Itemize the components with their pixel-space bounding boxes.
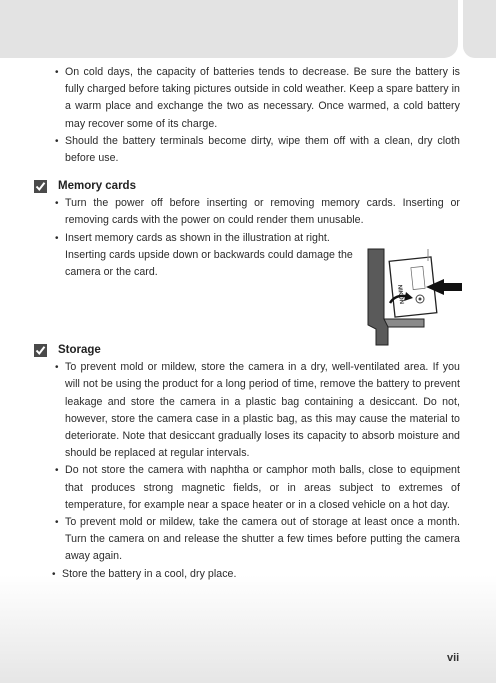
list-item: • To prevent mold or mildew, take the camera out of storage at least once a month. Turn the camera on and release the shutter a few times before putting the camera away again. [65, 514, 460, 566]
header-band [0, 0, 458, 58]
page-content [0, 64, 496, 583]
header-tab [463, 0, 496, 58]
storage-list [0, 359, 496, 583]
checkmark-icon [34, 344, 47, 357]
memory-cards-heading [0, 177, 496, 195]
list-item: • Turn the power off before inserting or removing memory cards. Inserting or removing cards with the power on could render them unusable. [65, 195, 460, 229]
list-item: • Store the battery in a cool, dry place. [62, 566, 457, 583]
page-number: vii [447, 652, 460, 664]
list-item: • To prevent mold or mildew, store the camera in a dry, well-ventilated area. If you will not be using the product for a long period of time, remove the battery to prevent leakage and store the camera in a plastic bag containing a desiccant. Do not, however, store the camera case in a plastic bag, as this may cause the material to deteriorate. Note that desiccant gradually loses its capacity to absorb moisture and should be replaced at regular intervals. [65, 359, 460, 462]
section-title: Memory cards [58, 180, 136, 193]
card-label: NIKON [396, 284, 405, 305]
list-item: • On cold days, the capacity of batteries tends to decrease. Be sure the battery is fully charged before taking pictures outside in cold weather. Keep a spare battery in a warm place and exchange the two as necessary. Once warmed, a cold battery may recover some of its charge. [65, 64, 460, 133]
list-item: • Insert memory cards as shown in the illustration at right. Inserting cards upside down or backwards could damage the camera or the card. [65, 230, 365, 282]
list-item: • Do not store the camera with naphtha or camphor moth balls, close to equipment that produces strong magnetic fields, or in areas subject to extremes of temperature, for example near a space heater or in a closed vehicle on a hot day. [65, 462, 460, 514]
footer-gradient [0, 575, 496, 683]
checkmark-icon [34, 180, 47, 193]
memory-card-insertion-illustration [366, 245, 462, 351]
list-item: • Should the battery terminals become dirty, wipe them off with a clean, dry cloth before use. [65, 133, 460, 167]
battery-notes-list [0, 64, 496, 167]
section-title: Storage [58, 344, 101, 357]
memory-cards-section [0, 195, 496, 305]
